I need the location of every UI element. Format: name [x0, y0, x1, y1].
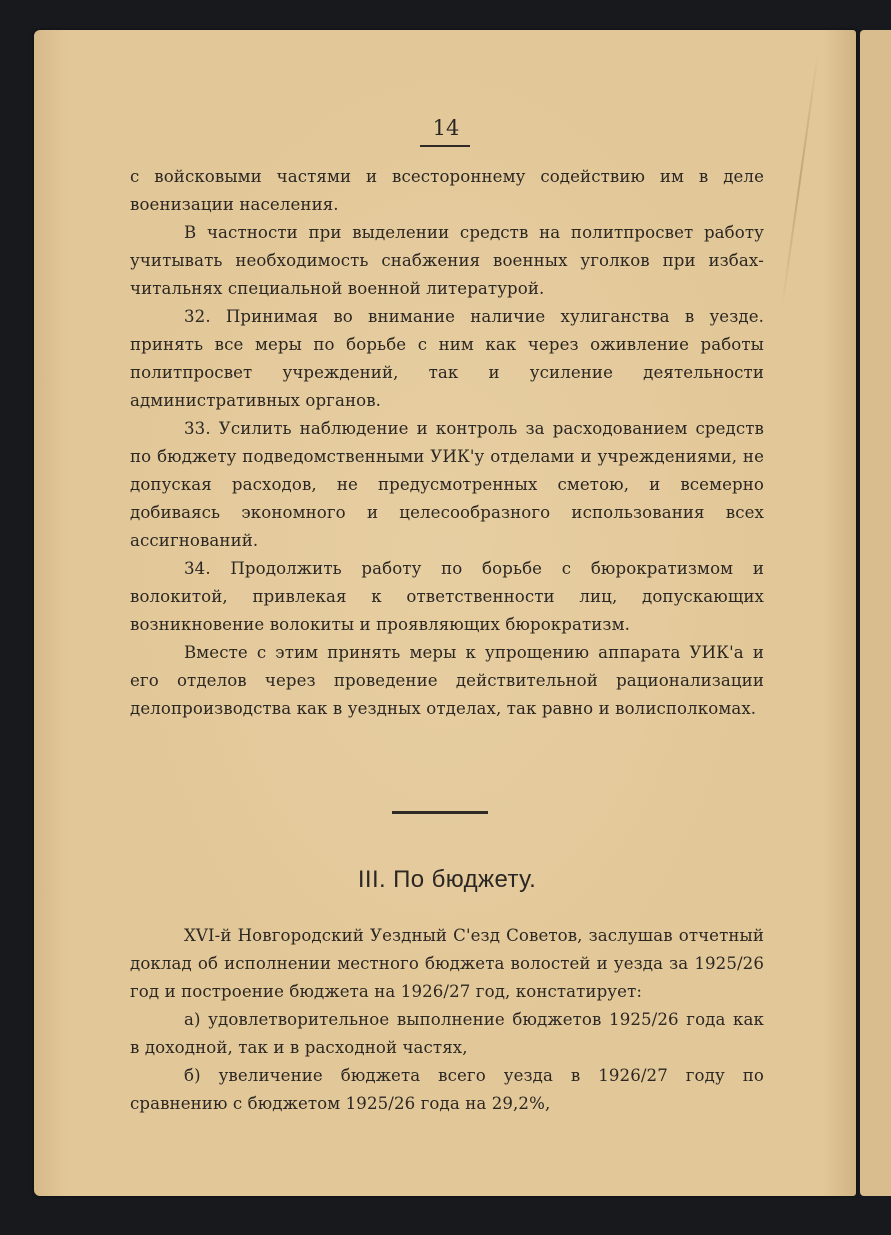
- section-2-text: [130, 922, 764, 1118]
- page-number-underline: [420, 145, 470, 147]
- page-number: 14: [432, 116, 460, 140]
- section-divider: [392, 811, 488, 814]
- section-1-text: [130, 163, 764, 723]
- paragraph: Вместе с этим принять меры к упрощению аппарата УИК'а и его отделов через проведение действительной рационализации делопроизводства как в уездных отделах, так равно и волисполкомах.: [130, 643, 764, 718]
- paragraph: В частности при выделении средств на политпросвет работу учитывать необходимость снабжения военных уголков при избах-читальнях специальной военной литературой.: [130, 223, 764, 298]
- paragraph: XVI-й Новгородский Уездный С'езд Советов, заслушав отчетный доклад об исполнении местного бюджета волостей и уезда за 1925/26 год и построение бюджета на 1926/27 год, констатирует:: [130, 926, 764, 1001]
- section-heading: III. По бюджету.: [357, 866, 537, 893]
- adjacent-page-edge: [860, 30, 891, 1196]
- paragraph-item-32: 32. Принимая во внимание наличие хулиганства в уезде. принять все меры по борьбе с ним как через оживление работы политпросвет учреждений, так и усиление деятельности административных органов.: [130, 307, 764, 410]
- paragraph-item-34: 34. Продолжить работу по борьбе с бюрократизмом и волокитой, привлекая к ответственности лиц, допускающих возникновение волокиты и проявляющих бюрократизм.: [130, 559, 764, 634]
- paper-crease: [781, 51, 819, 309]
- paragraph-item-33: 33. Усилить наблюдение и контроль за расходованием средств по бюджету подведомственными УИК'у отделами и учреждениями, не допуская расходов, не предусмотренных сметою, и всемерно добиваясь экономного и целесообразного использования всех ассигнований.: [130, 419, 764, 550]
- document-page: [34, 30, 856, 1196]
- paragraph-item-a: а) удовлетворительное выполнение бюджетов 1925/26 года как в доходной, так и в расходной частях,: [130, 1010, 764, 1057]
- paragraph: с войсковыми частями и всестороннему содействию им в деле военизации населения.: [130, 167, 764, 214]
- paragraph-item-b: б) увеличение бюджета всего уезда в 1926/27 году по сравнению с бюджетом 1925/26 года на 29,2%,: [130, 1066, 764, 1113]
